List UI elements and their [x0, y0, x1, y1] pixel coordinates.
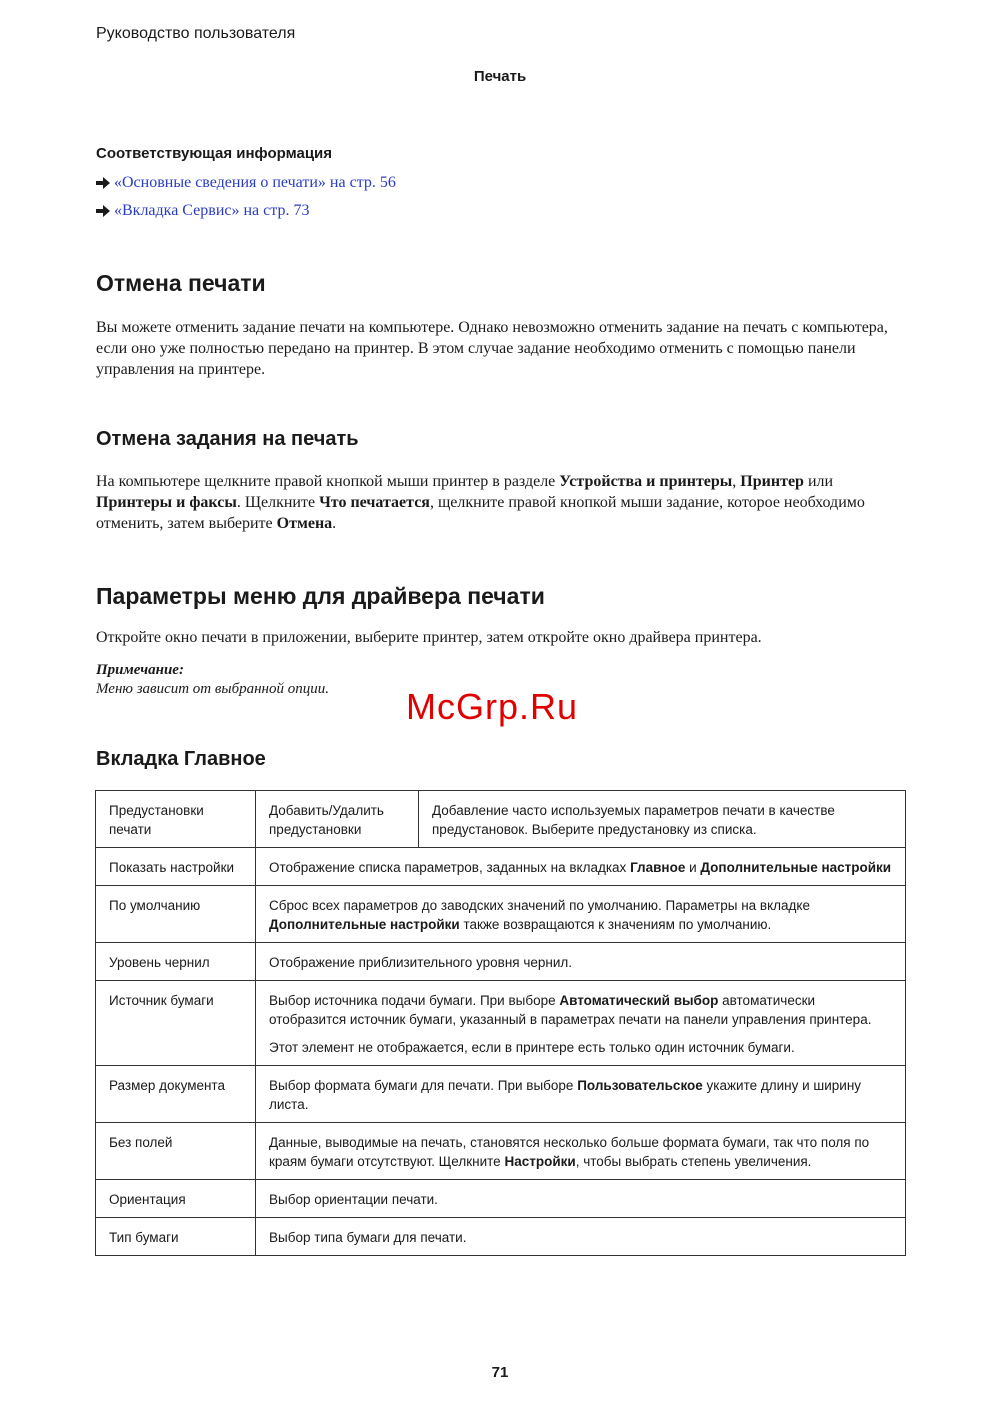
- related-link-print-basics[interactable]: «Основные сведения о печати» на стр. 56: [114, 174, 396, 191]
- section-heading-driver-menu: Параметры меню для драйвера печати: [96, 583, 545, 609]
- table-cell-description: Сброс всех параметров до заводских значений по умолчанию. Параметры на вкладке Дополнительные настройки также возвращаются к значениям по умолчанию.: [256, 886, 906, 943]
- table-row: [96, 1066, 906, 1123]
- table-cell-setting: Предустановки печати: [96, 791, 256, 848]
- table-row: [96, 886, 906, 943]
- table-row: [96, 848, 906, 886]
- table-cell-setting: По умолчанию: [96, 886, 256, 943]
- table-row: [96, 981, 906, 1066]
- table-cell-setting: Ориентация: [96, 1180, 256, 1218]
- related-link-service-tab[interactable]: «Вкладка Сервис» на стр. 73: [114, 202, 310, 219]
- arrow-right-icon: [96, 177, 110, 189]
- paragraph-driver-menu: Откройте окно печати в приложении, выберите принтер, затем откройте окно драйвера принтера.: [96, 629, 762, 646]
- subsection-heading-main-tab: Вкладка Главное: [96, 748, 266, 770]
- running-header-section: Печать: [473, 68, 527, 85]
- related-info-title: Соответствующая информация: [96, 145, 333, 162]
- table-cell-description: Выбор типа бумаги для печати.: [256, 1218, 906, 1256]
- table-cell-setting: Размер документа: [96, 1066, 256, 1123]
- table-row: [96, 791, 906, 848]
- section-heading-cancel-print: Отмена печати: [96, 270, 266, 296]
- settings-table: [95, 790, 906, 1256]
- note-label: Примечание:: [96, 662, 184, 678]
- table-cell-description: Отображение приблизительного уровня чернил.: [256, 943, 906, 981]
- table-cell-description: Данные, выводимые на печать, становятся несколько больше формата бумаги, так что поля по краям бумаги отсутствуют. Щелкните Настройки, чтобы выбрать степень увеличения.: [256, 1123, 906, 1180]
- table-cell-setting: Уровень чернил: [96, 943, 256, 981]
- watermark: McGrp.Ru: [406, 686, 579, 727]
- table-cell-description: Отображение списка параметров, заданных на вкладках Главное и Дополнительные настройки: [256, 848, 906, 886]
- table-cell-subsetting: Добавить/Удалить предустановки: [256, 791, 419, 848]
- table-cell-description: Добавление часто используемых параметров печати в качестве предустановок. Выберите предустановку из списка.: [419, 791, 906, 848]
- subsection-heading-cancel-job: Отмена задания на печать: [96, 428, 359, 450]
- arrow-right-icon: [96, 205, 110, 217]
- table-row: [96, 1123, 906, 1180]
- running-header-title: Руководство пользователя: [96, 25, 296, 42]
- table-cell-description: Выбор источника подачи бумаги. При выборе Автоматический выбор автоматически отобразится источник бумаги, указанный в параметрах печати на панели управления принтера. Этот элемент не отображается, если в принтере есть только один источник бумаги.: [256, 981, 906, 1066]
- table-cell-description: Выбор ориентации печати.: [256, 1180, 906, 1218]
- table-cell-description: Выбор формата бумаги для печати. При выборе Пользовательское укажите длину и ширину листа.: [256, 1066, 906, 1123]
- table-cell-setting: Источник бумаги: [96, 981, 256, 1066]
- table-row: [96, 1180, 906, 1218]
- note-text: Меню зависит от выбранной опции.: [96, 681, 329, 697]
- page-number: 71: [491, 1364, 509, 1381]
- related-link-row: [96, 202, 309, 220]
- table-row: [96, 943, 906, 981]
- related-link-row: [96, 174, 396, 192]
- table-cell-setting: Показать настройки: [96, 848, 256, 886]
- paragraph-cancel-print: Вы можете отменить задание печати на компьютере. Однако невозможно отменить задание на печать с компьютера, если оно уже полностью передано на принтер. В этом случае задание необходимо отменить с помощью панели управления на принтере.: [96, 319, 888, 378]
- table-row: [96, 1218, 906, 1256]
- paragraph-cancel-job: На компьютере щелкните правой кнопкой мыши принтер в разделе Устройства и принтеры, Принтер или Принтеры и факсы. Щелкните Что печатается, щелкните правой кнопкой мыши задание, которое необходимо отменить, затем выберите Отмена.: [96, 473, 865, 532]
- table-cell-setting: Тип бумаги: [96, 1218, 256, 1256]
- table-cell-setting: Без полей: [96, 1123, 256, 1180]
